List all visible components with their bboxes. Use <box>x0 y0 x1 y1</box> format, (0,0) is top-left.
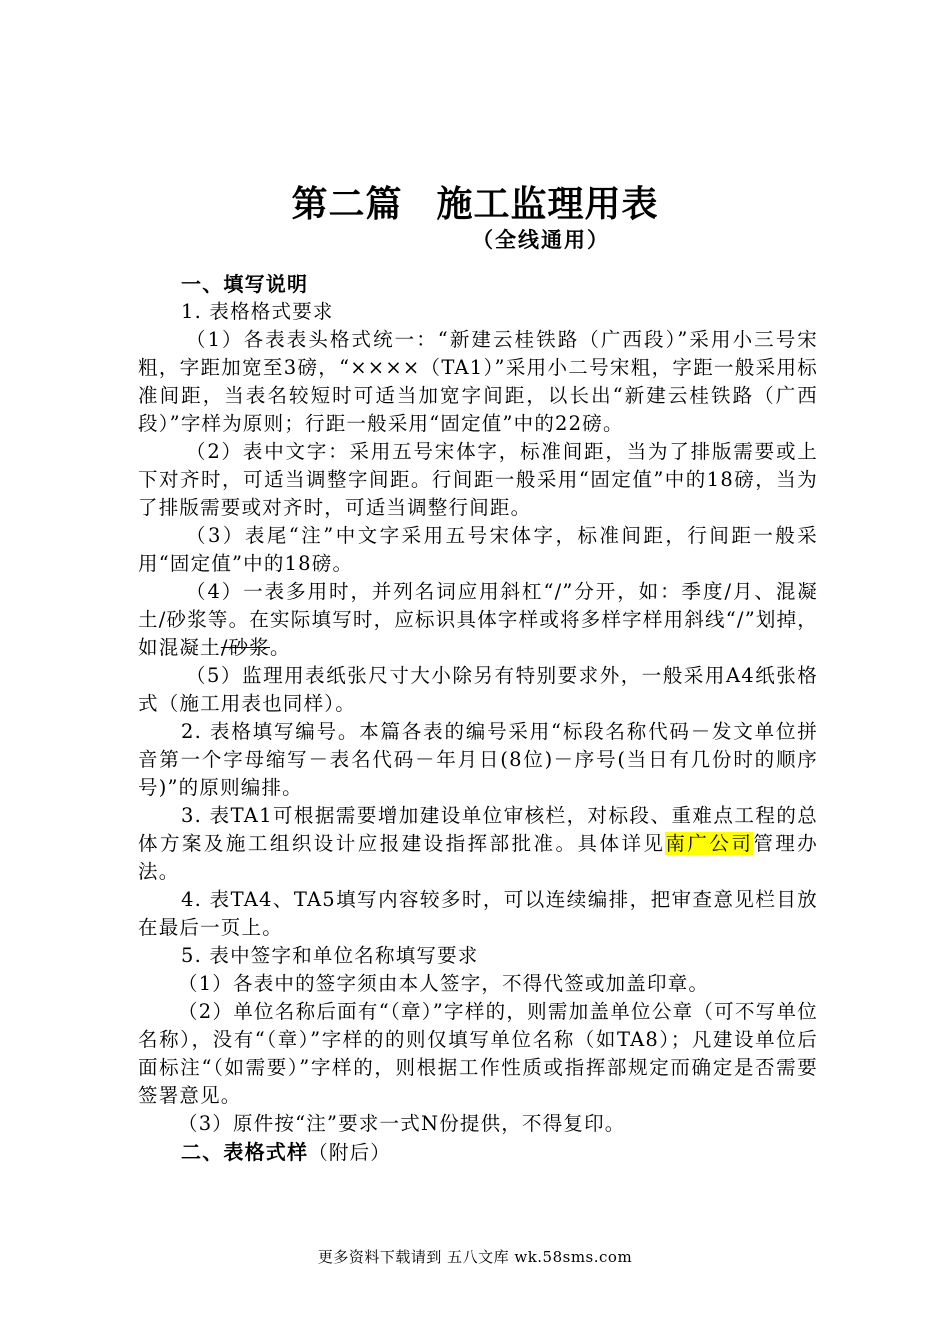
item-3-end: 管理办法。 <box>138 832 818 883</box>
title-part-1: 第二篇 <box>291 183 403 225</box>
item-5-heading: 5. 表中签字和单位名称填写要求 <box>181 944 479 967</box>
sign-rule-1: （1）各表中的签字须由本人签字，不得代签或加盖印章。 <box>178 972 710 995</box>
page-title <box>0 176 950 227</box>
sign-rule-2: （2）单位名称后面有“（章）”字样的，则需加盖单位公章（可不写单位名称），没有“（章）”字样的的则仅填写单位名称（如TA8）；凡建设单位后面标注“（如需要）”字样的，则根据工作性质或指挥部规定而确定是否需要签署意见。 <box>138 1000 818 1107</box>
page-subtitle: （全线通用） <box>472 227 610 252</box>
document-body <box>138 270 818 1167</box>
section-heading-2 <box>138 1138 818 1167</box>
paragraph-5: （5）监理用表纸张尺寸大小除另有特别要求外，一般采用A4纸张格式（施工用表也同样）。 <box>138 664 818 715</box>
item-1-heading: 1. 表格格式要求 <box>181 300 334 323</box>
title-part-2: 施工监理用表 <box>436 183 659 225</box>
item-3 <box>138 802 818 886</box>
section-heading-2-text: 二、表格式样 <box>181 1140 309 1164</box>
section-heading-2-note: （附后） <box>308 1141 392 1164</box>
sign-rule-3: （3）原件按“注”要求一式N份提供，不得复印。 <box>178 1112 626 1135</box>
paragraph-3: （3）表尾“注”中文字采用五号宋体字，标准间距，行间距一般采用“固定值”中的18磅。 <box>138 524 818 575</box>
item-2: 2. 表格填写编号。本篇各表的编号采用“标段名称代码－发文单位拼音第一个字母缩写－表名代码－年月日(8位)－序号(当日有几份时的顺序号)”的原则编排。 <box>138 720 818 799</box>
footer-source-text: 更多资料下载请到 五八文库 wk.58sms.com <box>317 1248 633 1266</box>
paragraph-1: （1）各表表头格式统一：“新建云桂铁路（广西段）”采用小三号宋粗，字距加宽至3磅，“××××（TA1）”采用小二号宋粗，字距一般采用标准间距，当表名较短时可适当加宽字间距，以长出“新建云桂铁路（广西段）”字样为原则；行距一般采用“固定值”中的22磅。 <box>138 328 818 435</box>
paragraph-2: （2）表中文字：采用五号宋体字，标准间距，当为了排版需要或上下对齐时，可适当调整字间距。行间距一般采用“固定值”中的18磅，当为了排版需要或对齐时，可适当调整行间距。 <box>138 440 818 519</box>
paragraph-4-end: 。 <box>269 636 291 659</box>
paragraph-4 <box>138 578 818 662</box>
item-4: 4. 表TA4、TA5填写内容较多时，可以连续编排，把审查意见栏目放在最后一页上。 <box>138 888 818 939</box>
section-heading-1: 一、填写说明 <box>181 272 309 296</box>
paragraph-4-text: （4）一表多用时，并列名词应用斜杠“/”分开，如：季度/月、混凝土/砂浆等。在实际填写时，应标识具体字样或将多样字样用斜线“/”划掉，如混凝土 <box>138 580 818 659</box>
struck-text: /砂浆 <box>220 636 270 659</box>
highlighted-text: 南广公司 <box>665 832 754 855</box>
item-3-text: 3. 表TA1可根据需要增加建设单位审核栏，对标段、重难点工程的总体方案及施工组织设计应报建设指挥部批准。具体详见 <box>138 804 818 855</box>
